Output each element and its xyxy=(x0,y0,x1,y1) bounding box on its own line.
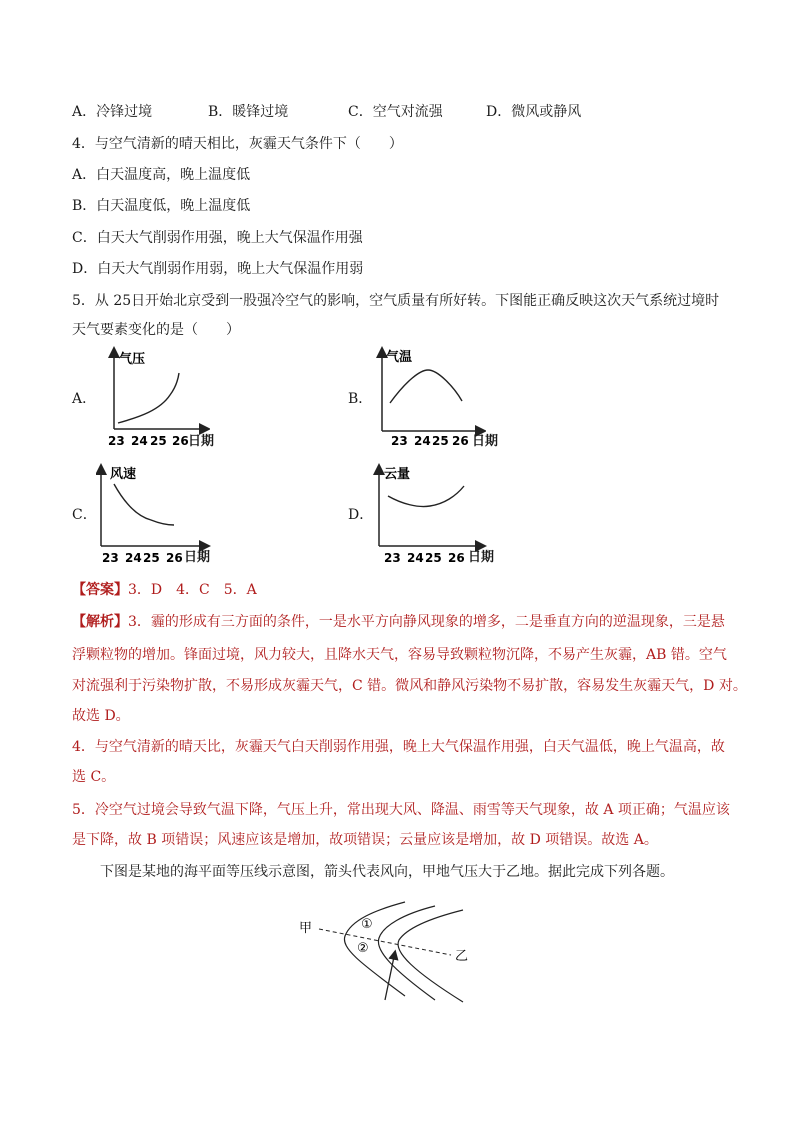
chart-a-option: A． xyxy=(72,391,97,407)
analysis-p5-line1: 5．冷空气过境会导致气温下降，气压上升，常出现大风、降温、雨雪等天气现象，故 A 项正确；气温应该 xyxy=(72,802,730,818)
label-yi: 乙 xyxy=(455,949,469,964)
chart-c-tick-26: 26 xyxy=(166,551,183,565)
answer-tag: 【答案】 xyxy=(72,582,128,598)
chart-d-tick-26: 26 xyxy=(448,551,465,565)
q4-option-d: D．白天大气削弱作用弱，晚上大气保温作用弱 xyxy=(72,261,364,277)
q3-option-d: D．微风或静风 xyxy=(486,104,582,120)
isobar-line-3 xyxy=(398,910,463,1002)
chart-a-tick-25: 25 xyxy=(150,434,167,448)
chart-c-xlabel: 日期 xyxy=(184,550,211,565)
chart-d-tick-23: 23 xyxy=(384,551,401,565)
next-intro: 下图是某地的海平面等压线示意图，箭头代表风向，甲地气压大于乙地。据此完成下列各题。 xyxy=(100,864,674,880)
chart-b-ylabel: 气温 xyxy=(386,350,413,365)
chart-b-tick-23: 23 xyxy=(391,434,408,448)
chart-d-ylabel: 云量 xyxy=(384,467,411,482)
isobar-figure xyxy=(295,898,485,1010)
chart-b-tick-24: 24 xyxy=(414,434,431,448)
q4-option-b: B．白天温度低，晚上温度低 xyxy=(72,198,251,214)
baseline-dashed xyxy=(319,929,451,955)
analysis-p3-line1 xyxy=(72,612,725,632)
label-2: ② xyxy=(357,941,369,956)
chart-d-tick-24: 24 xyxy=(407,551,424,565)
chart-a-xlabel: 日期 xyxy=(188,434,215,449)
chart-a-curve xyxy=(118,373,179,423)
isobar-line-2 xyxy=(378,906,435,1000)
chart-a-tick-26: 26 xyxy=(172,434,189,448)
analysis-p4-line2: 选 C。 xyxy=(72,769,116,785)
chart-b-xlabel: 日期 xyxy=(472,434,499,449)
chart-c-tick-25: 25 xyxy=(143,551,160,565)
chart-d-curve xyxy=(388,486,464,507)
chart-a-ylabel: 气压 xyxy=(119,352,146,367)
label-jia: 甲 xyxy=(299,921,313,936)
q5-stem-line2: 天气要素变化的是（ ） xyxy=(72,322,240,338)
q4-option-c: C．白天大气削弱作用强，晚上大气保温作用强 xyxy=(72,230,363,246)
chart-b xyxy=(376,345,486,450)
analysis-p3-line2: 浮颗粒物的增加。锋面过境，风力较大，且降水天气，容易导致颗粒物沉降，不易产生灰霾，AB 错。空气 xyxy=(72,647,727,663)
chart-a-tick-24: 24 xyxy=(131,434,148,448)
label-1: ① xyxy=(361,917,373,932)
answer-line xyxy=(72,580,257,600)
answer-text: 3．D 4．C 5．A xyxy=(128,582,257,598)
q3-option-c: C．空气对流强 xyxy=(348,104,443,120)
analysis-p4-line1: 4．与空气清新的晴天比，灰霾天气白天削弱作用强，晚上大气保温作用强，白天气温低，晚上气温高，故 xyxy=(72,739,725,755)
chart-c-tick-23: 23 xyxy=(102,551,119,565)
chart-d-xlabel: 日期 xyxy=(468,550,495,565)
chart-d-tick-25: 25 xyxy=(425,551,442,565)
q5-stem-line1: 5．从 25日开始北京受到一股强冷空气的影响，空气质量有所好转。下图能正确反映这次天气系统过境时 xyxy=(72,293,720,309)
analysis-p3-text1: 3．霾的形成有三方面的条件，一是水平方向静风现象的增多，二是垂直方向的逆温现象，三是悬 xyxy=(128,614,725,630)
analysis-p5-line2: 是下降，故 B 项错误；风速应该是增加，故项错误；云量应该是增加，故 D 项错误。故选 A。 xyxy=(72,832,658,848)
q3-option-b: B．暖锋过境 xyxy=(208,104,289,120)
chart-c-curve xyxy=(114,484,174,525)
q4-option-a: A．白天温度高，晚上温度低 xyxy=(72,167,251,183)
isobar-line-1 xyxy=(344,902,405,996)
chart-b-tick-25: 25 xyxy=(432,434,449,448)
q3-option-a: A．冷锋过境 xyxy=(72,104,153,120)
analysis-p3-line3: 对流强利于污染物扩散，不易形成灰霾天气，C 错。微风和静风污染物不易扩散，容易发生灰霾天气，D 对。 xyxy=(72,678,747,694)
chart-c-option: C． xyxy=(72,507,97,523)
chart-a-tick-23: 23 xyxy=(108,434,125,448)
chart-c-ylabel: 风速 xyxy=(110,467,137,482)
analysis-tag: 【解析】 xyxy=(72,614,128,630)
chart-c-tick-24: 24 xyxy=(125,551,142,565)
analysis-p3-line4: 故选 D。 xyxy=(72,708,130,724)
chart-b-curve xyxy=(390,370,462,403)
chart-b-tick-26: 26 xyxy=(452,434,469,448)
q4-stem: 4．与空气清新的晴天相比，灰霾天气条件下（ ） xyxy=(72,136,403,152)
chart-b-option: B． xyxy=(348,391,373,407)
chart-d-option: D． xyxy=(348,507,374,523)
